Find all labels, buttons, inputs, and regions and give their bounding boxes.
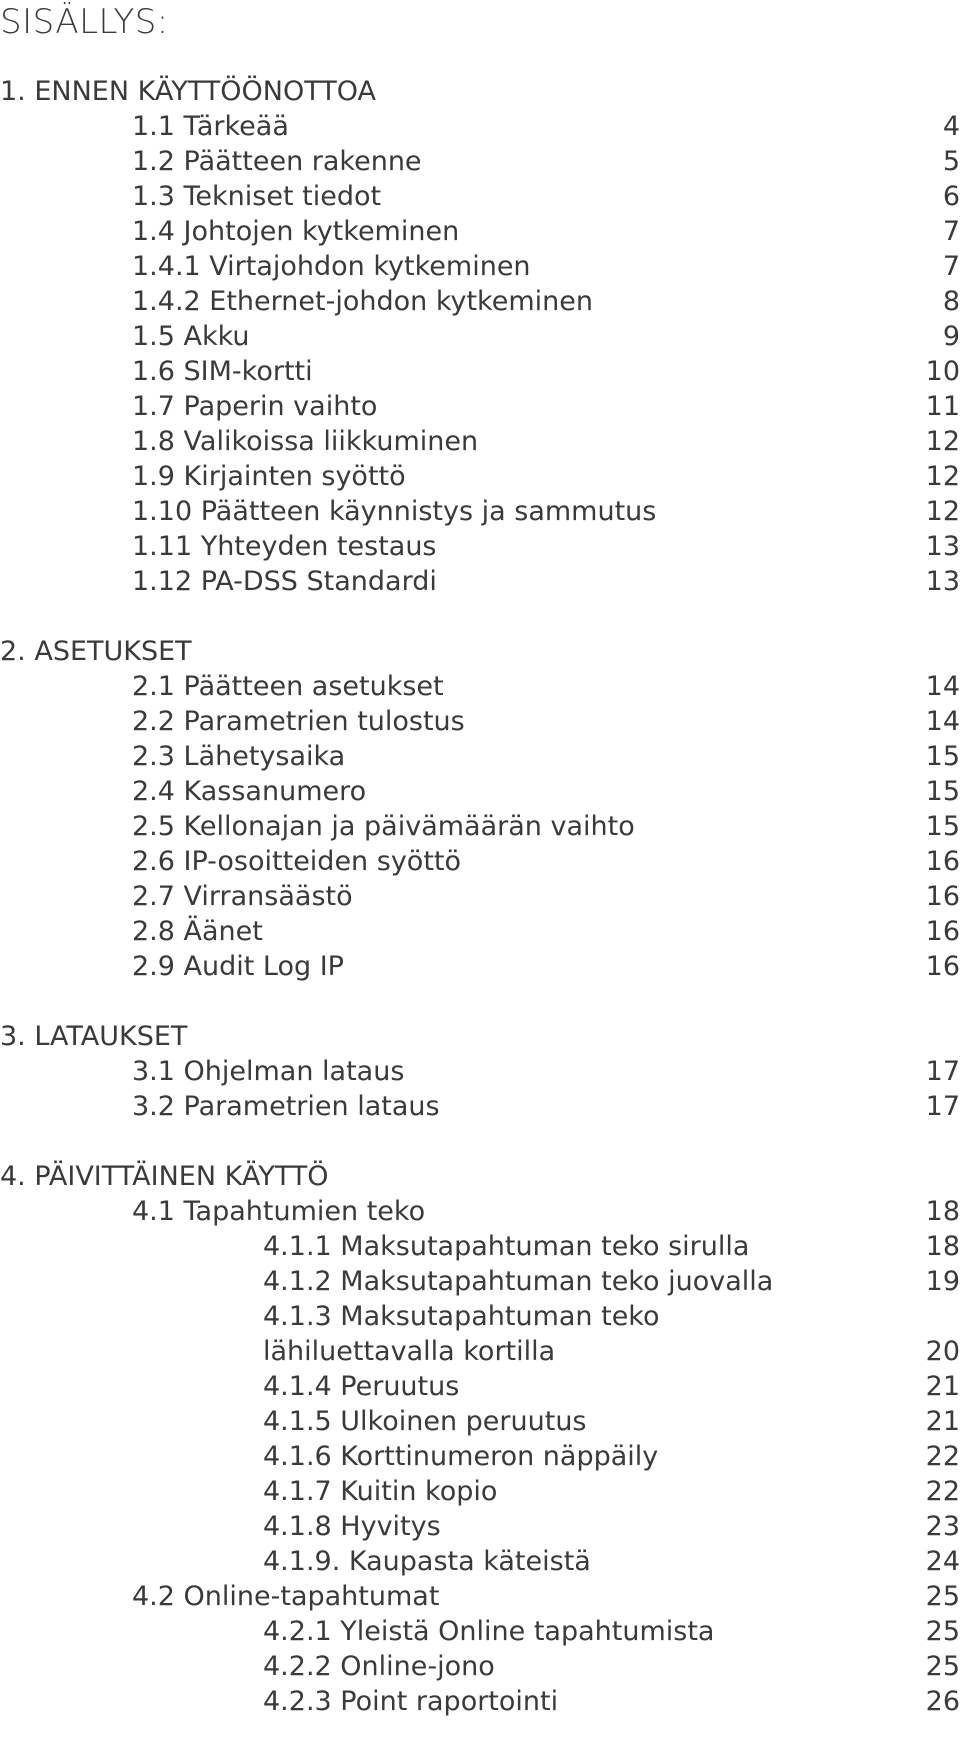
toc-entry-label: 2.4 Kassanumero xyxy=(132,776,367,807)
toc-entry xyxy=(0,1334,960,1369)
toc-section xyxy=(0,1019,960,1124)
toc-entry xyxy=(0,1684,960,1719)
toc-page-number: 9 xyxy=(942,321,960,352)
toc-entry-label: 1.9 Kirjainten syöttö xyxy=(132,461,406,492)
toc-entry xyxy=(0,1054,960,1089)
toc-entry xyxy=(0,529,960,564)
toc-entry xyxy=(0,1474,960,1509)
toc-entry xyxy=(0,564,960,599)
toc-entry xyxy=(0,179,960,214)
toc-entry xyxy=(0,214,960,249)
toc-entry xyxy=(0,1509,960,1544)
toc-entry xyxy=(0,914,960,949)
toc-page-number: 13 xyxy=(925,531,960,562)
toc-entry-label: 1.10 Päätteen käynnistys ja sammutus xyxy=(132,496,657,527)
toc-entry xyxy=(0,109,960,144)
toc-entry xyxy=(0,704,960,739)
toc-page-number: 15 xyxy=(925,741,960,772)
toc-entry-label: 4.1.7 Kuitin kopio xyxy=(263,1476,498,1507)
section-heading: 4. PÄIVITTÄINEN KÄYTTÖ xyxy=(0,1161,329,1192)
toc-section xyxy=(0,634,960,984)
toc-entry xyxy=(0,1614,960,1649)
toc-entry xyxy=(0,844,960,879)
toc-page-number: 22 xyxy=(925,1441,960,1472)
toc-page-number: 21 xyxy=(925,1371,960,1402)
toc-page-number: 12 xyxy=(925,426,960,457)
toc-page-number: 25 xyxy=(925,1651,960,1682)
toc-entry xyxy=(0,494,960,529)
toc-page-number: 6 xyxy=(942,181,960,212)
toc-page-number: 17 xyxy=(925,1056,960,1087)
toc-entry-label: 4.1.1 Maksutapahtuman teko sirulla xyxy=(263,1231,750,1262)
toc-entry xyxy=(0,319,960,354)
toc-entry-label: 4.1.2 Maksutapahtuman teko juovalla xyxy=(263,1266,774,1297)
toc-entry-label: 4.1.8 Hyvitys xyxy=(263,1511,441,1542)
toc-page-number: 25 xyxy=(925,1581,960,1612)
toc-page-number: 24 xyxy=(925,1546,960,1577)
toc-entry-label: 4.1.4 Peruutus xyxy=(263,1371,460,1402)
toc-entry-label: 4.1.3 Maksutapahtuman teko xyxy=(263,1301,660,1332)
toc-entry xyxy=(0,1439,960,1474)
toc-entry xyxy=(0,774,960,809)
toc-page-number: 16 xyxy=(925,881,960,912)
toc-entry xyxy=(0,739,960,774)
toc-entry-label: 4.1.5 Ulkoinen peruutus xyxy=(263,1406,587,1437)
toc-entry-label: 1.11 Yhteyden testaus xyxy=(132,531,437,562)
toc-entry xyxy=(0,1369,960,1404)
toc-page-number: 5 xyxy=(942,146,960,177)
toc-entry xyxy=(0,1579,960,1614)
toc-entry-label: 1.7 Paperin vaihto xyxy=(132,391,378,422)
toc-page-number: 8 xyxy=(942,286,960,317)
toc-entry xyxy=(0,809,960,844)
toc-page-number: 15 xyxy=(925,776,960,807)
toc-entry xyxy=(0,949,960,984)
toc-entry-label: 4.1 Tapahtumien teko xyxy=(132,1196,426,1227)
toc-page-number: 11 xyxy=(925,391,960,422)
section-heading: 2. ASETUKSET xyxy=(0,636,192,667)
toc-page-number: 23 xyxy=(925,1511,960,1542)
toc-entry xyxy=(0,389,960,424)
toc-page-number: 19 xyxy=(925,1266,960,1297)
toc-entry xyxy=(0,249,960,284)
toc-page-number: 21 xyxy=(925,1406,960,1437)
toc-page-number: 12 xyxy=(925,496,960,527)
toc-entry-label: 2.3 Lähetysaika xyxy=(132,741,346,772)
toc-page-number: 7 xyxy=(942,251,960,282)
toc-entry xyxy=(0,144,960,179)
toc-entry-label: lähiluettavalla kortilla xyxy=(263,1336,556,1367)
toc-page-number: 16 xyxy=(925,916,960,947)
toc-page-number: 16 xyxy=(925,846,960,877)
toc-entry-label: 1.4 Johtojen kytkeminen xyxy=(132,216,460,247)
toc-entry-label: 4.2.1 Yleistä Online tapahtumista xyxy=(263,1616,715,1647)
toc-entry-label: 2.2 Parametrien tulostus xyxy=(132,706,465,737)
toc-entry-label: 1.1 Tärkeää xyxy=(132,111,289,142)
toc-entry-label: 1.6 SIM-kortti xyxy=(132,356,313,387)
toc-entry xyxy=(0,1229,960,1264)
toc-entry xyxy=(0,1194,960,1229)
toc-page-number: 18 xyxy=(925,1231,960,1262)
toc-entry-label: 1.5 Akku xyxy=(132,321,250,352)
toc-entry-label: 3.1 Ohjelman lataus xyxy=(132,1056,405,1087)
toc-page-number: 25 xyxy=(925,1616,960,1647)
toc-entry-label: 4.1.9. Kaupasta käteistä xyxy=(263,1546,591,1577)
toc-entry xyxy=(0,284,960,319)
toc-entry xyxy=(0,879,960,914)
toc-page-number: 12 xyxy=(925,461,960,492)
page-title: SISÄLLYS: xyxy=(0,2,169,42)
toc-entry-label: 1.3 Tekniset tiedot xyxy=(132,181,382,212)
toc-entry xyxy=(0,1404,960,1439)
toc-entry-label: 2.5 Kellonajan ja päivämäärän vaihto xyxy=(132,811,635,842)
toc-page-number: 14 xyxy=(925,706,960,737)
toc-page-number: 26 xyxy=(925,1686,960,1717)
toc-page-number: 15 xyxy=(925,811,960,842)
toc-entry-label: 1.12 PA-DSS Standardi xyxy=(132,566,437,597)
toc-page-number: 18 xyxy=(925,1196,960,1227)
toc-entry-label: 1.2 Päätteen rakenne xyxy=(132,146,422,177)
toc-page-number: 4 xyxy=(942,111,960,142)
toc-entry xyxy=(0,424,960,459)
toc-page-number: 10 xyxy=(925,356,960,387)
toc-entry xyxy=(0,354,960,389)
toc-entry xyxy=(0,669,960,704)
toc-entry-label: 4.2.2 Online-jono xyxy=(263,1651,495,1682)
toc-entry xyxy=(0,1544,960,1579)
toc-entry-label: 3.2 Parametrien lataus xyxy=(132,1091,440,1122)
toc-entry-label: 1.8 Valikoissa liikkuminen xyxy=(132,426,479,457)
toc-page-number: 22 xyxy=(925,1476,960,1507)
toc-page-number: 20 xyxy=(925,1336,960,1367)
toc-entry-label: 4.2.3 Point raportointi xyxy=(263,1686,559,1717)
toc-entry-label: 2.9 Audit Log IP xyxy=(132,951,344,982)
toc-entry xyxy=(0,459,960,494)
toc-entry xyxy=(0,1264,960,1299)
toc-page-number: 14 xyxy=(925,671,960,702)
toc-page-number: 17 xyxy=(925,1091,960,1122)
toc-entry-label: 2.8 Äänet xyxy=(132,916,263,947)
toc-entry-label: 1.4.1 Virtajohdon kytkeminen xyxy=(132,251,531,282)
toc-section xyxy=(0,74,960,599)
toc-entry-label: 4.2 Online-tapahtumat xyxy=(132,1581,440,1612)
section-heading: 3. LATAUKSET xyxy=(0,1021,188,1052)
toc-page-number: 16 xyxy=(925,951,960,982)
toc-entry-label: 1.4.2 Ethernet-johdon kytkeminen xyxy=(132,286,593,317)
toc-entry-label: 2.6 IP-osoitteiden syöttö xyxy=(132,846,462,877)
toc-section xyxy=(0,1159,960,1719)
toc-entry xyxy=(0,1299,960,1334)
toc-page-number: 7 xyxy=(942,216,960,247)
toc-entry-label: 4.1.6 Korttinumeron näppäily xyxy=(263,1441,659,1472)
toc-entry xyxy=(0,1089,960,1124)
toc-entry-label: 2.7 Virransäästö xyxy=(132,881,353,912)
section-heading: 1. ENNEN KÄYTTÖÖNOTTOA xyxy=(0,76,376,107)
toc-entry-label: 2.1 Päätteen asetukset xyxy=(132,671,444,702)
toc-page-number: 13 xyxy=(925,566,960,597)
table-of-contents xyxy=(0,74,960,1754)
toc-entry xyxy=(0,1649,960,1684)
